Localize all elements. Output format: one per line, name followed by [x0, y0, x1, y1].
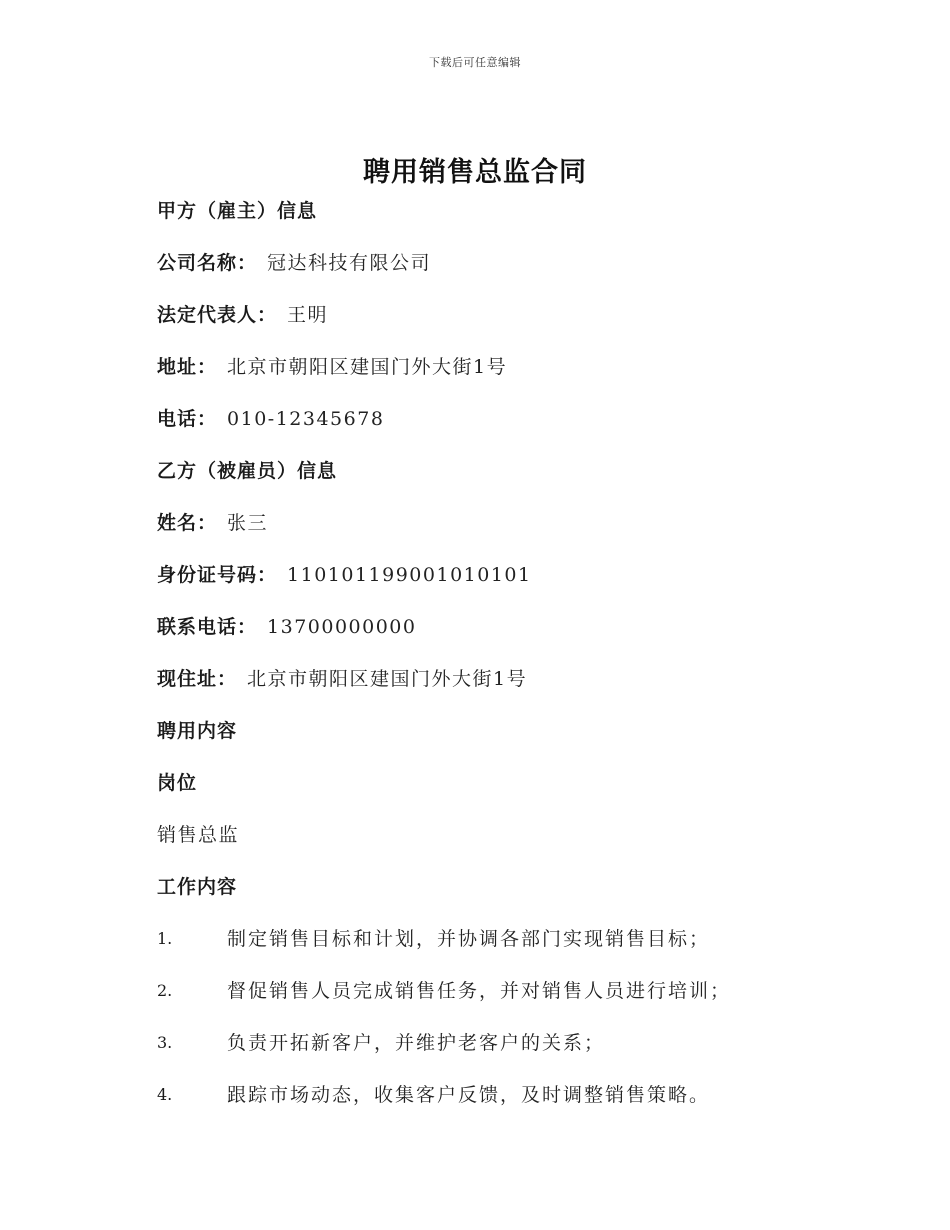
id-number-value: 110101199001010101: [287, 564, 532, 586]
current-address-value: 北京市朝阳区建国门外大街1号: [247, 668, 528, 690]
duty-item: [157, 924, 797, 976]
duty-number: 1.: [157, 929, 173, 948]
duty-text: 跟踪市场动态，收集客户反馈，及时调整销售策略。: [227, 1084, 711, 1106]
party-a-phone-value: 010-12345678: [227, 408, 385, 430]
position-value: 销售总监: [157, 824, 240, 846]
document-body: [157, 196, 797, 1132]
company-name-value: 冠达科技有限公司: [267, 252, 432, 274]
company-name-label: 公司名称：: [157, 252, 258, 274]
id-number-label: 身份证号码：: [157, 564, 278, 586]
party-a-legal-rep-row: [157, 300, 797, 352]
current-address-label: 现住址：: [157, 668, 238, 690]
party-a-phone-label: 电话：: [157, 408, 218, 430]
contact-phone-value: 13700000000: [267, 616, 417, 638]
duty-number: 3.: [157, 1033, 173, 1052]
employee-name-value: 张三: [227, 512, 269, 534]
party-a-address-row: [157, 352, 797, 404]
party-b-heading: 乙方（被雇员）信息: [157, 460, 338, 482]
party-a-heading: 甲方（雇主）信息: [157, 200, 318, 222]
contact-phone-label: 联系电话：: [157, 616, 258, 638]
duty-number: 4.: [157, 1085, 173, 1104]
duty-item: [157, 976, 797, 1028]
legal-rep-label: 法定代表人：: [157, 304, 278, 326]
party-a-address-value: 北京市朝阳区建国门外大街1号: [227, 356, 508, 378]
duty-number: 2.: [157, 981, 173, 1000]
duty-item: [157, 1080, 797, 1132]
duties-heading: 工作内容: [157, 876, 238, 898]
employment-heading: 聘用内容: [157, 720, 238, 742]
duty-text: 制定销售目标和计划，并协调各部门实现销售目标；: [227, 928, 711, 950]
duty-text: 督促销售人员完成销售任务，并对销售人员进行培训；: [227, 980, 732, 1002]
party-b-address-row: [157, 664, 797, 716]
party-a-company-row: [157, 248, 797, 300]
party-b-name-row: [157, 508, 797, 560]
party-a-address-label: 地址：: [157, 356, 218, 378]
duty-item: [157, 1028, 797, 1080]
document-title: 聘用销售总监合同: [363, 157, 587, 188]
party-a-phone-row: [157, 404, 797, 456]
employee-name-label: 姓名：: [157, 512, 218, 534]
position-heading: 岗位: [157, 772, 198, 794]
page-header-note: 下载后可任意编辑: [429, 56, 521, 69]
duty-text: 负责开拓新客户，并维护老客户的关系；: [227, 1032, 606, 1054]
legal-rep-value: 王明: [287, 304, 329, 326]
party-b-phone-row: [157, 612, 797, 664]
party-b-id-row: [157, 560, 797, 612]
